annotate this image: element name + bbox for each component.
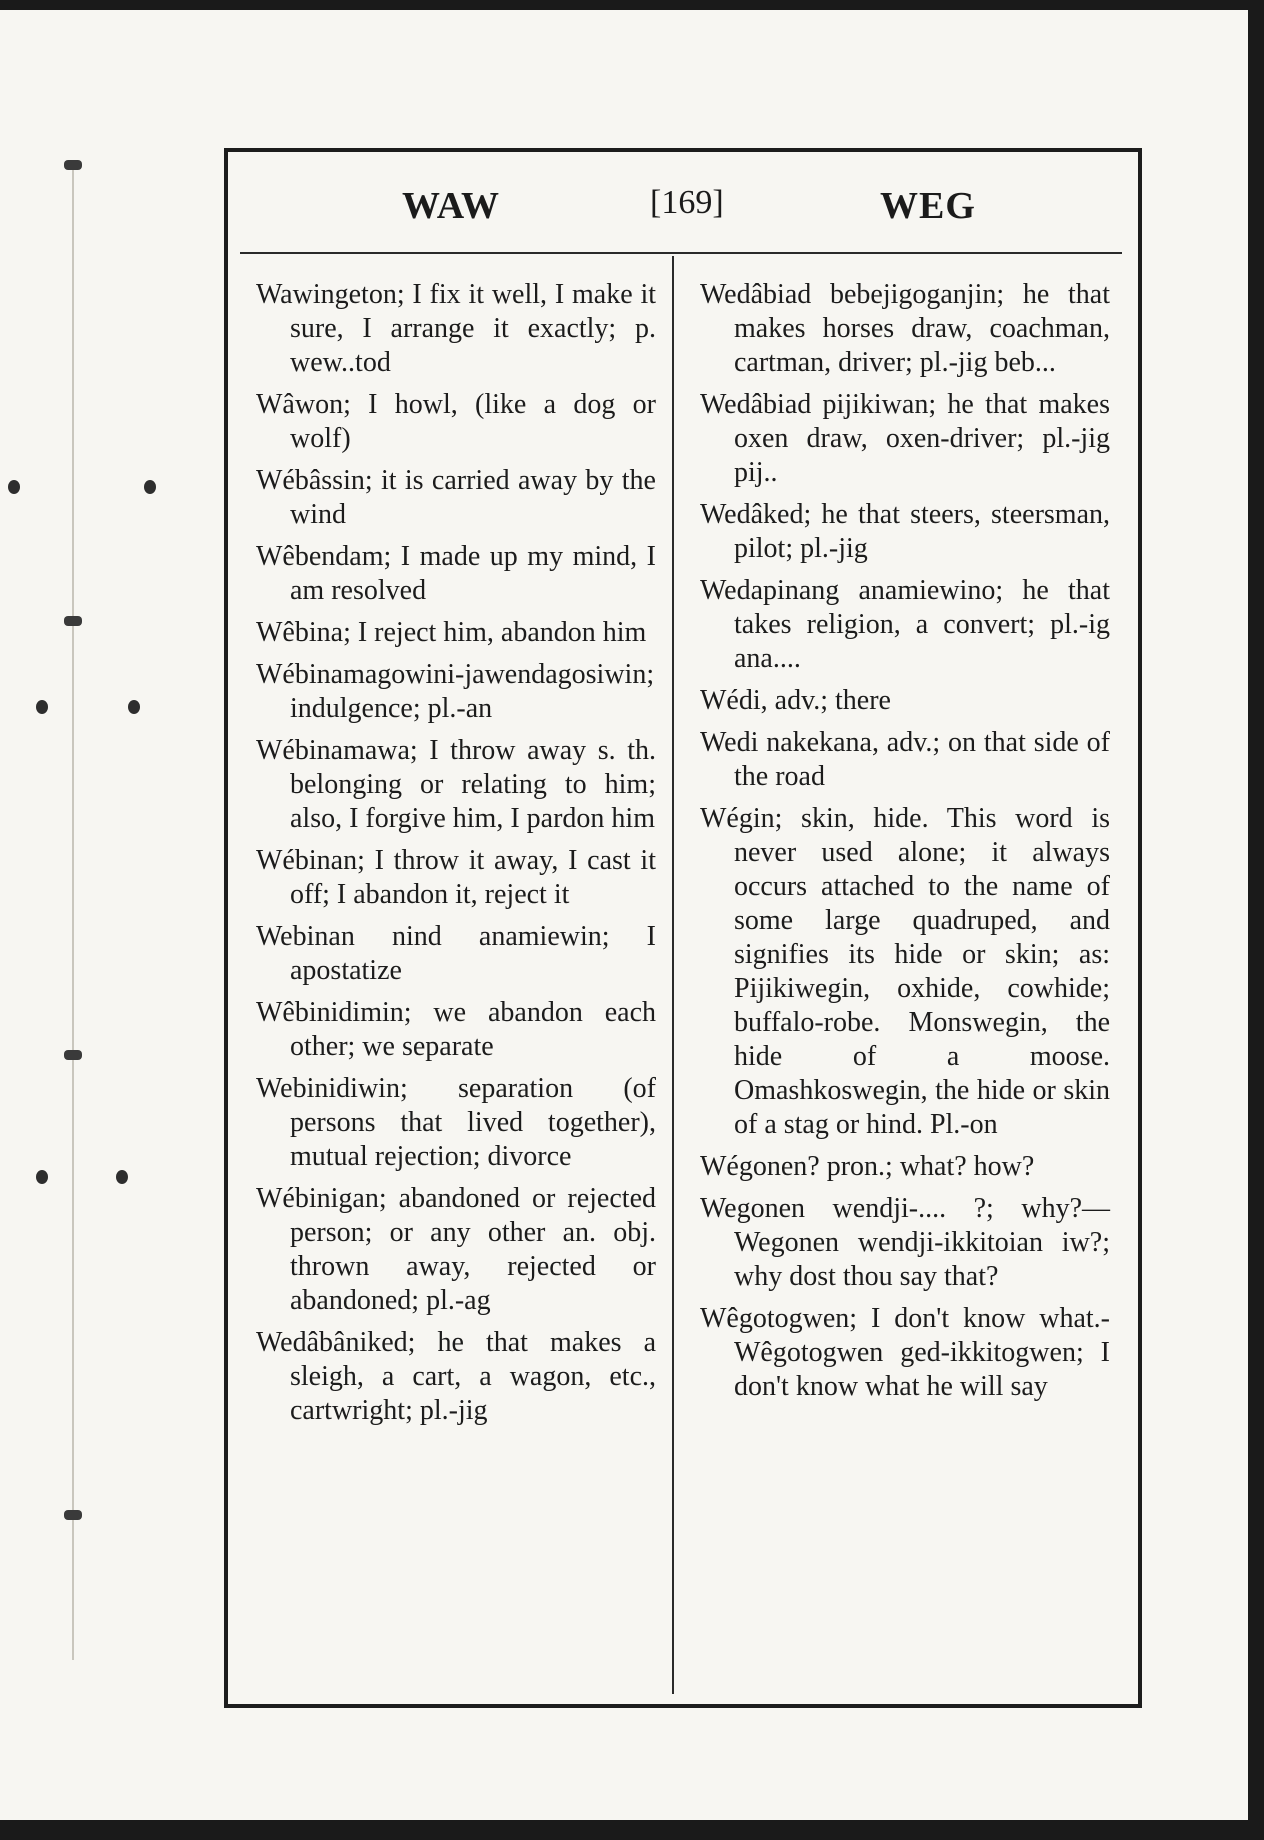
dictionary-entry: Wêbendam; I made up my mind, I am resolved <box>256 541 656 606</box>
book-page <box>0 10 1248 1820</box>
dictionary-entry: Wedapinang anamiewino; he that takes religion, a convert; pl.-ig ana.... <box>700 575 1110 674</box>
header-rule <box>240 252 1122 254</box>
dictionary-entry: Wegonen wendji-.... ?; why?—Wegonen wendji-ikkitoian iw?; why dost thou say that? <box>700 1193 1110 1292</box>
dictionary-entry: Wédi, adv.; there <box>700 685 891 716</box>
dictionary-entry: Wébinamawa; I throw away s. th. belonging or relating to him; also, I forgive him, I pardon him <box>256 735 656 834</box>
binding-stitch <box>64 160 82 170</box>
left-column <box>256 278 656 1436</box>
dictionary-entry: Wébâssin; it is carried away by the wind <box>256 465 656 530</box>
binding-hole <box>36 1170 48 1184</box>
dictionary-entry: Webinidiwin; separation (of persons that lived together), mutual rejection; divorce <box>256 1073 656 1172</box>
binding-hole <box>116 1170 128 1184</box>
dictionary-entry: Webinan nind anamiewin; I apostatize <box>256 921 656 986</box>
binding-edge <box>64 160 82 1660</box>
column-divider <box>672 256 674 1694</box>
binding-stitch <box>64 1050 82 1060</box>
right-guide-word: WEG <box>880 185 976 227</box>
dictionary-entry: Wedâbiad bebejigoganjin; he that makes horses draw, coachman, cartman, driver; pl.-jig beb... <box>700 279 1110 378</box>
page-header <box>228 184 1138 228</box>
dictionary-entry: Wedi nakekana, adv.; on that side of the road <box>700 727 1110 792</box>
binding-stitch <box>64 616 82 626</box>
page-frame <box>224 148 1142 1708</box>
binding-hole <box>144 480 156 494</box>
dictionary-entry: Wégin; skin, hide. This word is never used alone; it always occurs attached to the name of some large quadruped, and signifies its hide or skin; as: Pijikiwegin, oxhide, cowhide; buffalo-robe. Monswegin, the hide of a moose. Omashkoswegin, the hide or skin of a stag or hind. Pl.-on <box>700 803 1110 1140</box>
binding-hole <box>36 700 48 714</box>
dictionary-entry: Wébinan; I throw it away, I cast it off; I abandon it, reject it <box>256 845 656 910</box>
right-column <box>700 278 1110 1412</box>
page-number: [169] <box>650 184 724 221</box>
left-guide-word: WAW <box>402 185 501 227</box>
dictionary-entry: Wedâbiad pijikiwan; he that makes oxen draw, oxen-driver; pl.-jig pij.. <box>700 389 1110 488</box>
dictionary-entry: Wêbina; I reject him, abandon him <box>256 617 647 648</box>
dictionary-entry: Wébinigan; abandoned or rejected person; or any other an. obj. thrown away, rejected or abandoned; pl.-ag <box>256 1183 656 1316</box>
dictionary-entry: Wêgotogwen; I don't know what.-Wêgotogwen ged-ikkitogwen; I don't know what he will say <box>700 1303 1110 1402</box>
dictionary-entry: Wedâked; he that steers, steersman, pilot; pl.-jig <box>700 499 1110 564</box>
dictionary-entry: Wâwon; I howl, (like a dog or wolf) <box>256 389 656 454</box>
binding-hole <box>8 480 20 494</box>
binding-hole <box>128 700 140 714</box>
dictionary-entry: Wébinamagowini-jawendagosiwin; indulgence; pl.-an <box>256 659 655 724</box>
dictionary-entry: Wedâbâniked; he that makes a sleigh, a cart, a wagon, etc., cartwright; pl.-jig <box>256 1327 656 1426</box>
dictionary-entry: Wégonen? pron.; what? how? <box>700 1151 1035 1182</box>
spine-line <box>72 160 74 1660</box>
dictionary-entry: Wêbinidimin; we abandon each other; we separate <box>256 997 656 1062</box>
dictionary-entry: Wawingeton; I fix it well, I make it sure, I arrange it exactly; p. wew..tod <box>256 279 656 378</box>
binding-stitch <box>64 1510 82 1520</box>
